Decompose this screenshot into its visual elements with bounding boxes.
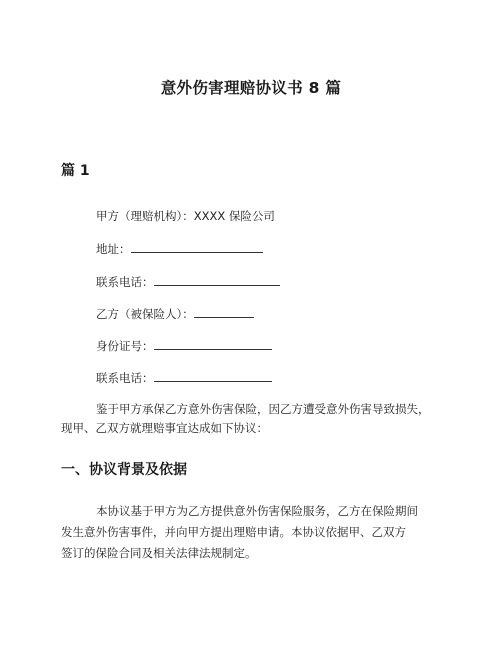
phone-a-blank — [154, 274, 280, 286]
document-title: 意外伤害理赔协议书 8 篇 — [160, 79, 342, 97]
phone-a-label: 联系电话： — [96, 275, 154, 289]
phone-b-label: 联系电话： — [96, 371, 154, 385]
id-line — [96, 338, 272, 354]
id-label: 身份证号： — [96, 339, 154, 353]
address-blank — [131, 241, 263, 253]
phone-b-line — [96, 370, 272, 386]
phone-a-line — [96, 274, 280, 290]
party-b-line — [96, 306, 254, 322]
section-1-line-3: 签订的保险合同及相关法律法规制定。 — [61, 546, 257, 560]
preamble-line-1: 鉴于甲方承保乙方意外伤害保险，因乙方遭受意外伤害导致损失， — [96, 402, 430, 416]
address-label: 地址： — [96, 242, 131, 256]
section-1-line-2: 发生意外伤害事件，并向甲方提出理赔申请。本协议依据甲、乙双方 — [61, 525, 406, 539]
party-a-label: 甲方（理赔机构）：XXXX 保险公司 — [96, 209, 275, 223]
party-b-blank — [194, 306, 254, 318]
phone-b-blank — [154, 370, 272, 382]
address-line — [96, 241, 263, 257]
party-a-line — [96, 208, 275, 224]
section-1-line-1: 本协议基于甲方为乙方提供意外伤害保险服务，乙方在保险期间 — [96, 504, 418, 518]
part-heading: 篇 1 — [61, 163, 90, 179]
party-b-label: 乙方（被保险人）： — [96, 307, 194, 321]
id-blank — [154, 338, 272, 350]
preamble-line-2: 现甲、乙双方就理赔事宜达成如下协议： — [61, 421, 268, 435]
section-1-heading: 一、协议背景及依据 — [61, 462, 187, 478]
